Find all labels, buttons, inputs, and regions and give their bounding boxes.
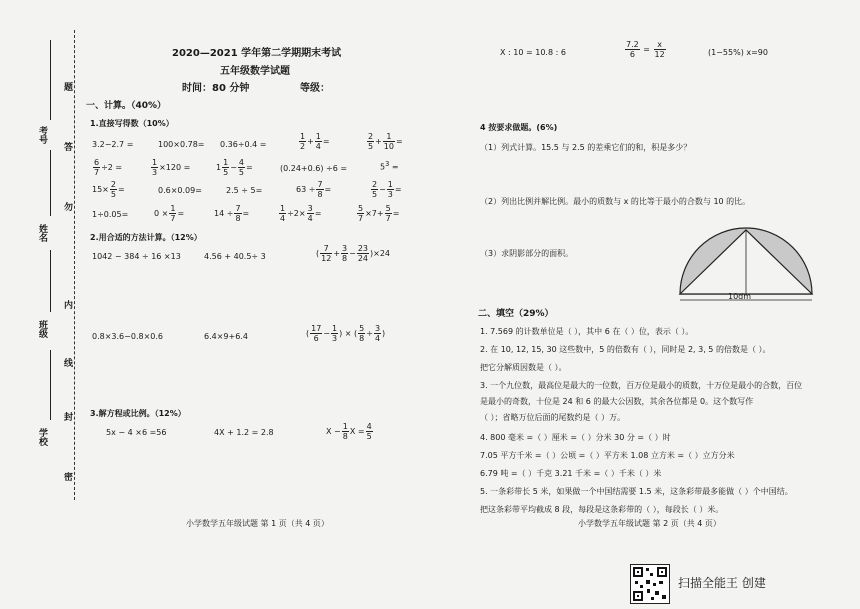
school-line [50,350,51,420]
page2-footer: 小学数学五年级试题 第 2 页（共 4 页） [578,519,721,528]
percent-equation: (1−55%) x=90 [708,48,768,57]
question-4-3: （3）求阴影部分的面积。 [480,249,574,258]
calc-frac-item: $\frac{6}{7}$ ÷2 = [94,158,123,177]
label-class: 班级 [37,320,47,338]
fill-line: 把这条彩带平均截成 8 段，每段是这条彩带的（ ），每段长（ ）米。 [480,505,724,514]
fill-line: 是最小的奇数，十位是 24 和 6 的最大公因数，其余各位都是 0。这个数写作 [480,397,754,406]
fill-line: 3. 一个九位数，最高位是最大的一位数，百万位是最小的质数，十万位是最小的合数，百位 [480,381,803,390]
fill-line: 4. 800 毫米 =（ ）厘米 =（ ）分米 30 分 =（ ）时 [480,433,671,442]
calc-frac-item: $\frac{5}{7}$ ×7+ $\frac{5}{7}$ = [358,204,400,223]
exam-time: 时间：80 分钟 [182,83,250,94]
calc-item: 100×0.78= [158,140,205,149]
calc-frac-item: 15× $\frac{2}{5}$ = [92,180,125,199]
label-exam-number: 考号 [37,126,47,144]
equation-item: 4X + 1.2 = 2.8 [214,428,274,437]
equation-frac-item: X − $\frac{1}{8}$ X = $\frac{4}{5}$ [326,422,372,441]
label-school: 学校 [37,428,47,446]
label-name: 姓名 [37,224,47,242]
fill-line: 1. 7.569 的计数单位是（ ），其中 6 在（ ）位，表示（ ）。 [480,327,694,336]
fill-line: （ ）；省略万位后面的尾数约是（ ）万。 [480,413,626,422]
ratio-equation: X : 10 = 10.8 : 6 [500,48,566,57]
calc-frac-item: ( $\frac{7}{12}$ + $\frac{3}{8}$ − $\frac{23}{24}$ )×24 [316,244,391,263]
calc-item: 2.5 ÷ 5= [226,186,263,195]
fraction-equation: $\frac{7.2}{6}$ = $\frac{x}{12}$ [626,40,665,59]
section2-heading: 二、填空（29%） [478,309,554,319]
question-4-2: （2）列出比例并解比例。最小的质数与 x 的比等于最小的合数与 10 的比。 [480,197,751,206]
class-line [50,250,51,312]
exam-title: 2020—2021 学年第二学期期末考试 [172,48,342,59]
calc-item: 0.6×0.09= [158,186,202,195]
fill-line: 2. 在 10, 12, 15, 30 这些数中，5 的倍数有（ ），同时是 2, 3, 5 的倍数是（ ）。 [480,345,771,354]
calc-item: 4.56 + 40.5÷ 3 [204,252,266,261]
calc-frac-item: $\frac{1}{4}$ ÷2× $\frac{3}{4}$ = [280,204,322,223]
calc-item: 0.8×3.6−0.8×0.6 [92,332,163,341]
calc-frac-item: 1 $\frac{1}{5}$ − $\frac{4}{5}$ = [216,158,253,177]
seal-mark: 密 [64,473,74,483]
calc-frac-item: $\frac{1}{2}$ + $\frac{1}{4}$ = [300,132,330,151]
seal-mark: 勿 [64,203,74,213]
calc-item: 1042 − 384 ÷ 16 ×13 [92,252,181,261]
calc-frac-item: $\frac{2}{5}$ − $\frac{1}{3}$ = [372,180,402,199]
seal-mark: 线 [64,359,74,369]
figure-dimension-label: 10dm [728,292,752,301]
fill-line: 5. 一条彩带长 5 米，如果做一个中国结需要 1.5 米，这条彩带最多能做（ ）个中国结。 [480,487,793,496]
seal-mark: 答 [64,143,74,153]
calc-item: 0.36÷0.4 = [220,140,267,149]
grade-label: 等级： [300,83,330,94]
qr-code-icon [630,564,670,604]
seal-mark: 内 [64,301,74,311]
calc-frac-item: $\frac{1}{3}$ ×120 = [152,158,191,177]
equation-item: 5x − 4 ×6 =56 [106,428,167,437]
calc-frac-item: ( $\frac{17}{6}$ − $\frac{1}{3}$ ) × ( $\frac{5}{8}$ ÷ $\frac{3}{4}$ ) [306,324,386,343]
watermark-text: 扫描全能王 创建 [678,576,766,590]
name-line [50,150,51,216]
seal-mark: 题 [64,83,74,93]
part1-heading: 1.直接写得数（10%） [90,119,174,128]
question-4-1: （1）列式计算。15.5 与 2.5 的差乘它们的和，积是多少？ [480,143,692,152]
binding-line [60,30,75,500]
part2-heading: 2.用合适的方法计算。（12%） [90,233,202,242]
section1-heading: 一、计算。（40%） [86,101,167,111]
calc-frac-item: 0 × $\frac{1}{7}$ = [154,204,185,223]
calc-frac-item: 14 ÷ $\frac{7}{8}$ = [214,204,250,223]
calc-item: 6.4×9+6.4 [204,332,248,341]
calc-item: 1÷0.05= [92,210,129,219]
fill-line: 6.79 吨 =（ ）千克 3.21 千米 =（ ）千米（ ）米 [480,469,662,478]
calc-frac-item: 63 ÷ $\frac{7}{8}$ = [296,180,332,199]
seal-mark: 封 [64,413,74,423]
calc-item: (0.24+0.6) ÷6 = [280,164,348,173]
page1-footer: 小学数学五年级试题 第 1 页（共 4 页） [186,519,329,528]
calc-frac-item: $\frac{2}{5}$ + $\frac{1}{10}$ = [368,132,403,151]
calc-item: 3.2−2.7 = [92,140,134,149]
exam-number-line [50,40,51,120]
part3-heading: 3.解方程或比例。（12%） [90,409,186,418]
exam-subtitle: 五年级数学试题 [220,66,290,77]
calc-item: $5^3$ = [380,160,399,172]
fill-line: 把它分解质因数是（ ）。 [480,363,567,372]
section4-heading: 4 按要求做题。(6%) [480,123,558,132]
fill-line: 7.05 平方千米 =（ ）公顷 =（ ）平方米 1.08 立方米 =（ ）立方分米 [480,451,735,460]
